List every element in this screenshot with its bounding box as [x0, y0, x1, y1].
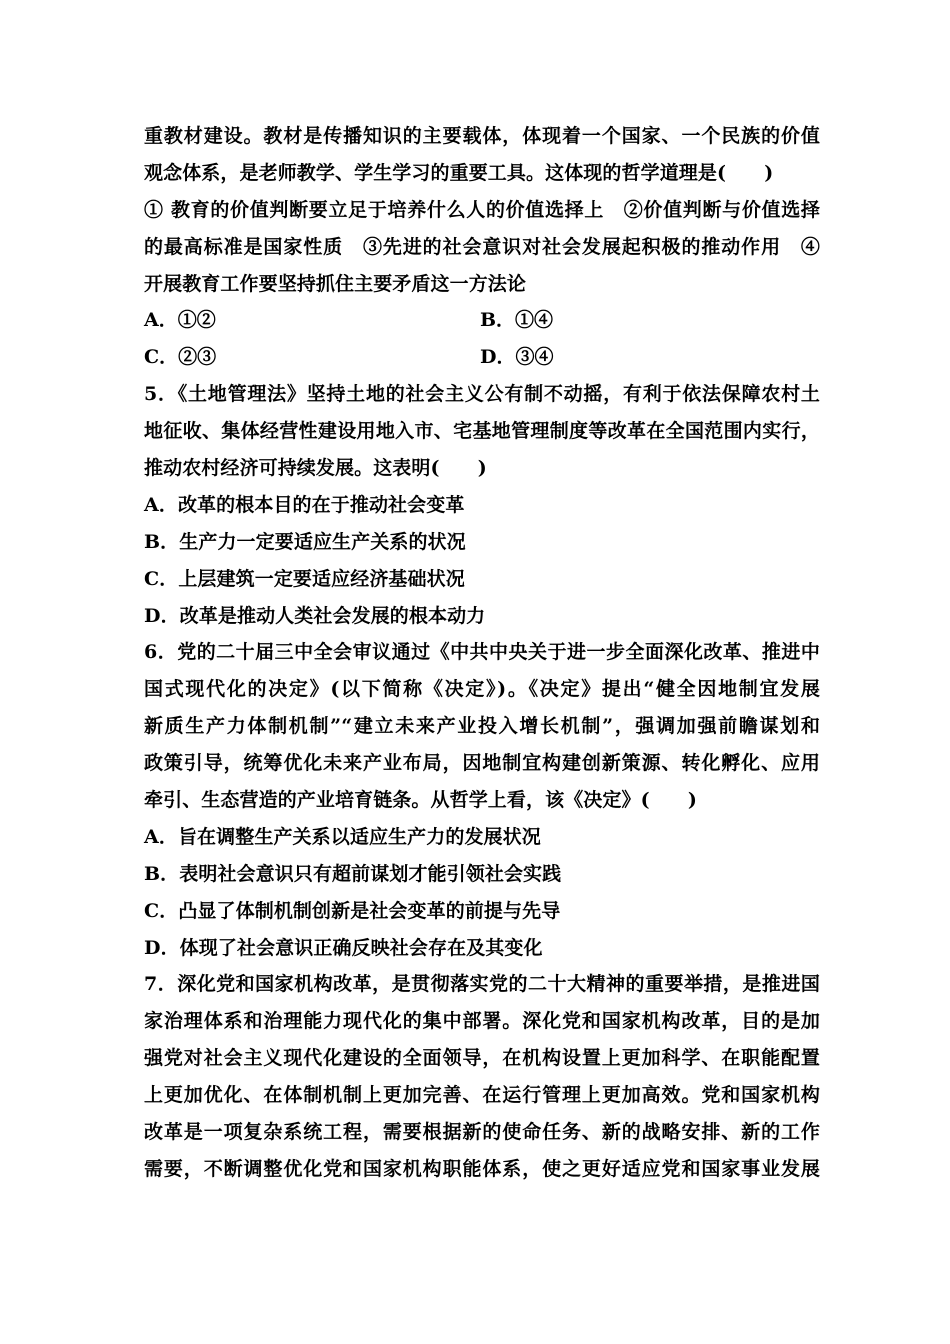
question-5-stem	[144, 376, 820, 487]
question-4-line-5: 开展教育工作要坚持抓住主要矛盾这一方法论	[144, 272, 527, 295]
question-5-option-c: C．上层建筑一定要适应经济基础状况	[144, 567, 465, 590]
question-7-stem	[144, 966, 820, 1187]
question-5-option-d: D．改革是推动人类社会发展的根本动力	[144, 604, 486, 627]
question-4-line-2: 观念体系，是老师教学、学生学习的重要工具。这体现的哲学道理是( )	[144, 161, 774, 184]
question-7-line-1: 7．深化党和国家机构改革，是贯彻落实党的二十大精神的重要举措，是推进国	[144, 973, 820, 996]
question-5-option-b: B．生产力一定要适应生产关系的状况	[144, 530, 466, 553]
question-4-option-b: B．①④	[480, 309, 554, 332]
question-5-line-2: 地征收、集体经营性建设用地入市、宅基地管理制度等改革在全国范围内实行，	[144, 420, 820, 443]
question-6-option-b: B．表明社会意识只有超前谋划才能引领社会实践	[144, 862, 562, 885]
question-6-option-d: D．体现了社会意识正确反映社会存在及其变化	[144, 936, 543, 959]
question-7-line-3: 强党对社会主义现代化建设的全面领导，在机构设置上更加科学、在职能配置	[144, 1047, 820, 1070]
question-5-line-3: 推动农村经济可持续发展。这表明( )	[144, 457, 487, 480]
question-4-line-4: 的最高标准是国家性质 ③先进的社会意识对社会发展起积极的推动作用 ④	[144, 235, 820, 258]
question-4-stem	[144, 118, 820, 302]
question-4-line-3: ① 教育的价值判断要立足于培养什么人的价值选择上 ②价值判断与价值选择	[144, 198, 820, 221]
question-7-line-4: 上更加优化、在体制机制上更加完善、在运行管理上更加高效。党和国家机构	[144, 1084, 820, 1107]
question-7-line-2: 家治理体系和治理能力现代化的集中部署。深化党和国家机构改革，目的是加	[144, 1010, 820, 1033]
question-7-line-5: 改革是一项复杂系统工程，需要根据新的使命任务、新的战略安排、新的工作	[144, 1121, 820, 1144]
question-5-option-a: A．改革的根本目的在于推动社会变革	[144, 493, 465, 516]
question-4-option-a: A．①②	[144, 309, 216, 332]
question-6-option-a: A．旨在调整生产关系以适应生产力的发展状况	[144, 825, 541, 848]
question-4-options-row-1	[144, 302, 820, 339]
question-6-option-c: C．凸显了体制机制创新是社会变革的前提与先导	[144, 899, 561, 922]
question-6-line-4: 政策引导，统筹优化未来产业布局，因地制宜构建创新策源、转化孵化、应用	[144, 752, 820, 775]
question-4-option-d: D．③④	[480, 346, 554, 369]
question-4-option-c: C．②③	[144, 346, 217, 369]
question-4-options-row-2	[144, 339, 820, 376]
question-6-line-2: 国式现代化的决定》(以下简称《决定》)。《决定》提出“健全因地制宜发展	[144, 678, 820, 701]
question-6-line-5: 牵引、生态营造的产业培育链条。从哲学上看，该《决定》( )	[144, 789, 697, 812]
question-4-line-1: 重教材建设。教材是传播知识的主要载体，体现着一个国家、一个民族的价值	[144, 125, 820, 147]
document-page	[144, 118, 820, 1188]
question-6-stem	[144, 634, 820, 818]
question-6-line-3: 新质生产力体制机制”“建立未来产业投入增长机制”，强调加强前瞻谋划和	[144, 715, 820, 738]
question-7-line-6: 需要，不断调整优化党和国家机构职能体系，使之更好适应党和国家事业发展	[144, 1157, 820, 1180]
question-5-line-1: 5．《土地管理法》坚持土地的社会主义公有制不动摇，有利于依法保障农村土	[144, 383, 820, 406]
question-6-line-1: 6．党的二十届三中全会审议通过《中共中央关于进一步全面深化改革、推进中	[144, 641, 820, 664]
